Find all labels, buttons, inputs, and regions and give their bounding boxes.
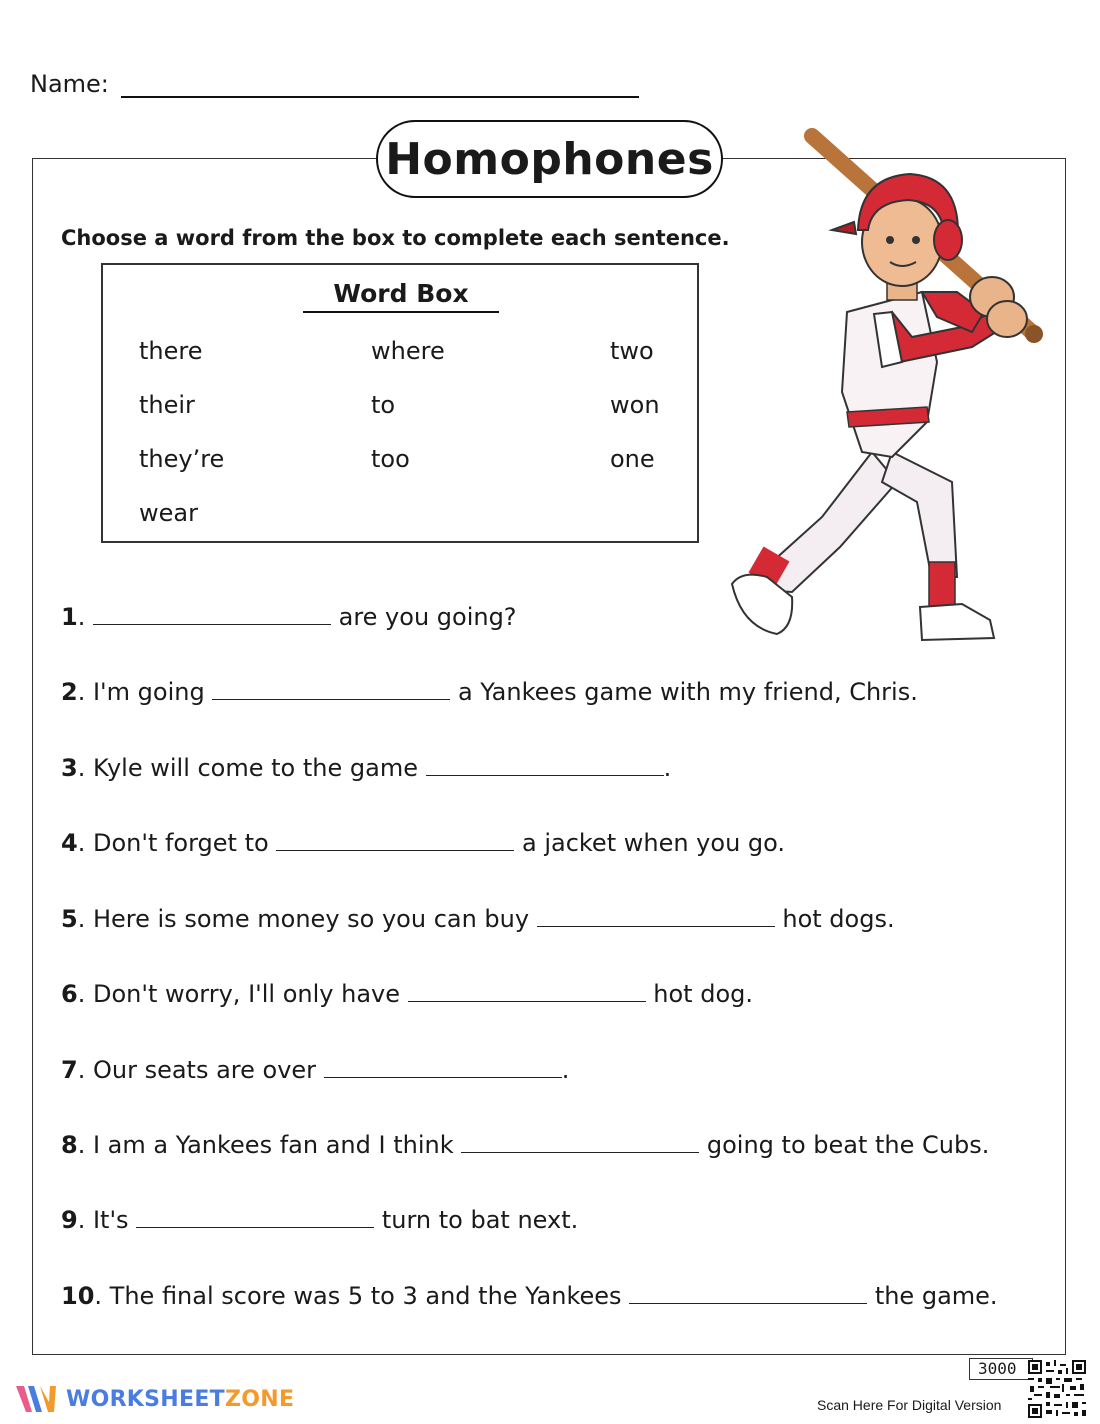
question-6: 6. Don't worry, I'll only have hot dog. [61, 980, 753, 1008]
word-won: won [610, 391, 660, 419]
answer-blank[interactable] [461, 1132, 699, 1153]
worksheetzone-logo-icon [14, 1382, 58, 1416]
page-title: Homophones [376, 120, 723, 198]
question-3: 3. Kyle will come to the game . [61, 754, 672, 782]
answer-blank[interactable] [408, 981, 646, 1002]
brand-zone: ZONE [224, 1386, 295, 1412]
word-theyre: they’re [139, 445, 225, 473]
question-after: are you going? [338, 603, 517, 631]
answer-blank[interactable] [324, 1057, 562, 1078]
question-number: 7 [61, 1056, 78, 1084]
word-where: where [371, 337, 445, 365]
worksheet-id: 3000 [969, 1358, 1033, 1380]
brand-name [66, 1387, 294, 1412]
brand-worksheet: WORKSHEET [66, 1386, 225, 1412]
answer-blank[interactable] [276, 830, 514, 851]
answer-blank[interactable] [629, 1283, 867, 1304]
answer-blank[interactable] [136, 1207, 374, 1228]
question-number: 6 [61, 980, 78, 1008]
word-there: there [139, 337, 203, 365]
answer-blank[interactable] [93, 604, 331, 625]
question-after: hot dogs. [782, 905, 895, 933]
word-wear: wear [139, 499, 198, 527]
question-number: 4 [61, 829, 78, 857]
question-number: 5 [61, 905, 78, 933]
question-number: 10 [61, 1282, 95, 1310]
question-number: 9 [61, 1206, 78, 1234]
question-before: The final score was 5 to 3 and the Yankees [109, 1282, 622, 1310]
word-too: too [371, 445, 410, 473]
question-10: 10. The final score was 5 to 3 and the Yankees the game. [61, 1282, 998, 1310]
question-after: going to beat the Cubs. [706, 1131, 990, 1159]
answer-blank[interactable] [212, 679, 450, 700]
question-after: . [561, 1056, 570, 1084]
question-after: hot dog. [653, 980, 753, 1008]
question-8: 8. I am a Yankees fan and I think going to beat the Cubs. [61, 1131, 990, 1159]
word-box-title: Word Box [303, 279, 499, 313]
question-4: 4. Don't forget to a jacket when you go. [61, 829, 786, 857]
question-after: a jacket when you go. [521, 829, 786, 857]
word-box [101, 263, 699, 543]
answer-blank[interactable] [426, 755, 664, 776]
word-one: one [610, 445, 655, 473]
word-to: to [371, 391, 396, 419]
question-after: a Yankees game with my friend, Chris. [457, 678, 918, 706]
question-9: 9. It's turn to bat next. [61, 1206, 579, 1234]
question-after: turn to bat next. [381, 1206, 579, 1234]
question-before: I am a Yankees fan and I think [92, 1131, 454, 1159]
question-before: Don't forget to [92, 829, 269, 857]
baseball-player-illustration [722, 122, 1052, 647]
word-their: their [139, 391, 195, 419]
instructions: Choose a word from the box to complete each sentence. [61, 226, 730, 250]
question-number: 2 [61, 678, 78, 706]
question-number: 8 [61, 1131, 78, 1159]
question-before: Kyle will come to the game [92, 754, 418, 782]
qr-code-icon[interactable] [1028, 1360, 1086, 1418]
brand-logo [14, 1382, 294, 1416]
question-number: 1 [61, 603, 78, 631]
question-before: Here is some money so you can buy [92, 905, 530, 933]
question-2: 2. I'm going a Yankees game with my friend, Chris. [61, 678, 918, 706]
question-after: the game. [874, 1282, 998, 1310]
name-label: Name: [30, 70, 109, 98]
question-before: Our seats are over [92, 1056, 317, 1084]
question-5: 5. Here is some money so you can buy hot dogs. [61, 905, 895, 933]
answer-blank[interactable] [537, 906, 775, 927]
name-line[interactable] [121, 96, 639, 98]
question-before: Don't worry, I'll only have [92, 980, 400, 1008]
question-before: It's [92, 1206, 129, 1234]
question-7: 7. Our seats are over . [61, 1056, 570, 1084]
word-two: two [610, 337, 654, 365]
question-after: . [663, 754, 672, 782]
question-1: 1. are you going? [61, 603, 517, 631]
question-number: 3 [61, 754, 78, 782]
scan-text: Scan Here For Digital Version [817, 1397, 1002, 1413]
question-before: I'm going [92, 678, 205, 706]
